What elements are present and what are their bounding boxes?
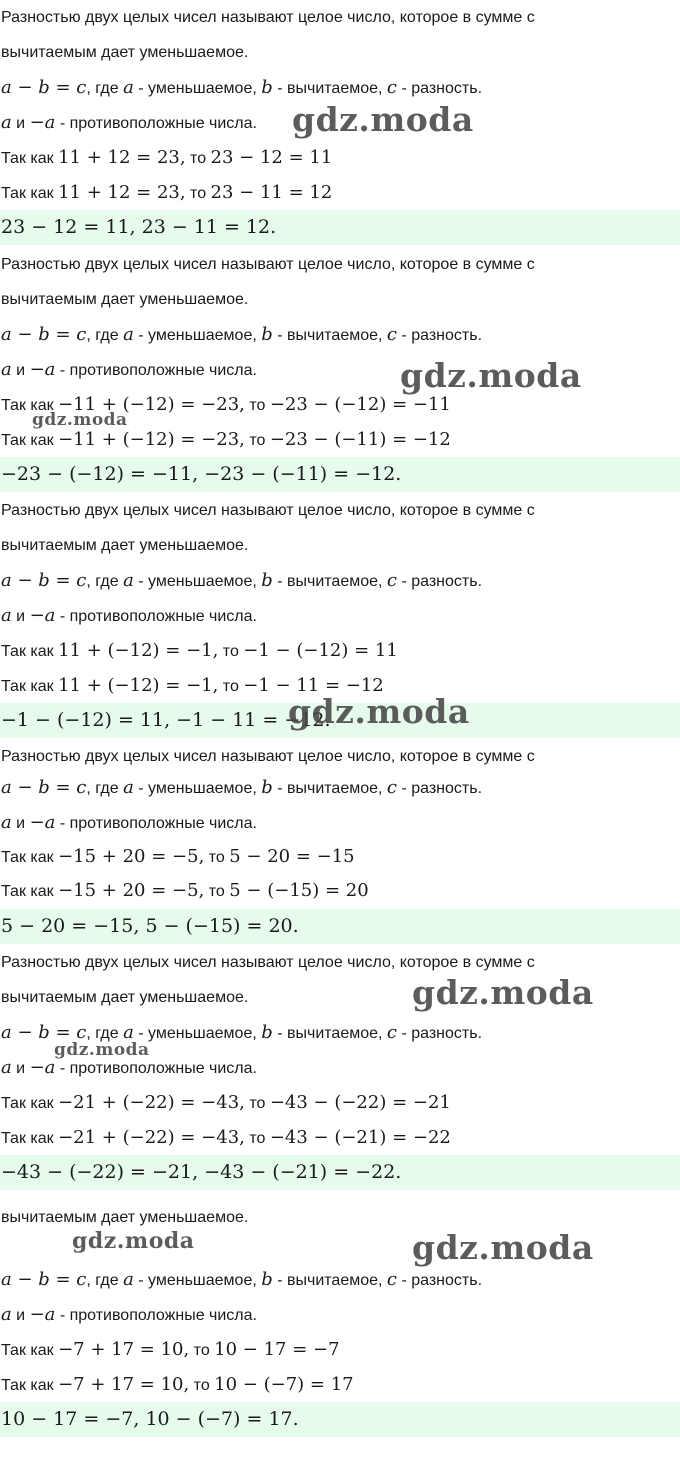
formula: a − b = c bbox=[1, 1022, 87, 1043]
answer-line: 23 − 12 = 11, 23 − 11 = 12. bbox=[0, 210, 680, 245]
rule-text-continued: вычитаемым дает уменьшаемое. bbox=[1, 291, 249, 308]
definition-line: a − b = c, где a - уменьшаемое, b - вычитаемое, c - разность. bbox=[1, 1269, 483, 1290]
reasoning-line: Так как −11 + (−12) = −23, то −23 − (−12) = −11 bbox=[1, 394, 451, 415]
opposite-numbers-line: a и −a - противоположные числа. bbox=[1, 359, 257, 380]
definition-line: a − b = c, где a - уменьшаемое, b - вычитаемое, c - разность. bbox=[1, 777, 483, 798]
reasoning-line: Так как 11 + (−12) = −1, то −1 − (−12) = 11 bbox=[1, 640, 398, 661]
definition-line: a − b = c, где a - уменьшаемое, b - вычитаемое, c - разность. bbox=[1, 77, 483, 98]
answer-line: −1 − (−12) = 11, −1 − 11 = −12. bbox=[0, 703, 680, 738]
reasoning-line: Так как −7 + 17 = 10, то 10 − 17 = −7 bbox=[1, 1339, 340, 1360]
rule-text: Разностью двух целых чисел называют целое число, которое в сумме с bbox=[1, 748, 535, 765]
reasoning-line: Так как −11 + (−12) = −23, то −23 − (−11) = −12 bbox=[1, 429, 451, 450]
opposite-numbers-line: a и −a - противоположные числа. bbox=[1, 1304, 257, 1325]
watermark: gdz.moda bbox=[32, 410, 128, 430]
formula: a − b = c bbox=[1, 570, 87, 591]
reasoning-line: Так как 11 + (−12) = −1, то −1 − 11 = −12 bbox=[1, 675, 384, 696]
watermark: gdz.moda bbox=[400, 356, 582, 395]
answer-line: −23 − (−12) = −11, −23 − (−11) = −12. bbox=[0, 457, 680, 492]
opposite-numbers-line: a и −a - противоположные числа. bbox=[1, 605, 257, 626]
formula: a − b = c bbox=[1, 1269, 87, 1290]
answer-line: −43 − (−22) = −21, −43 − (−21) = −22. bbox=[0, 1155, 680, 1190]
definition-line: a − b = c, где a - уменьшаемое, b - вычитаемое, c - разность. bbox=[1, 324, 483, 345]
rule-text: Разностью двух целых чисел называют целое число, которое в сумме с bbox=[1, 256, 535, 273]
answer-line: 10 − 17 = −7, 10 − (−7) = 17. bbox=[0, 1402, 680, 1437]
reasoning-line: Так как −15 + 20 = −5, то 5 − (−15) = 20 bbox=[1, 880, 369, 901]
rule-text: Разностью двух целых чисел называют целое число, которое в сумме с bbox=[1, 954, 535, 971]
reasoning-line: Так как −15 + 20 = −5, то 5 − 20 = −15 bbox=[1, 846, 355, 867]
watermark: gdz.moda bbox=[288, 692, 470, 731]
formula: a − b = c bbox=[1, 77, 87, 98]
watermark: gdz.moda bbox=[72, 1228, 195, 1254]
opposite-numbers-line: a и −a - противоположные числа. bbox=[1, 812, 257, 833]
rule-text-continued: вычитаемым дает уменьшаемое. bbox=[1, 537, 249, 554]
rule-text: Разностью двух целых чисел называют целое число, которое в сумме с bbox=[1, 9, 535, 26]
rule-text-continued: вычитаемым дает уменьшаемое. bbox=[1, 44, 249, 61]
rule-text: Разностью двух целых чисел называют целое число, которое в сумме с bbox=[1, 502, 535, 519]
watermark: gdz.moda bbox=[292, 100, 474, 139]
reasoning-line: Так как −21 + (−22) = −43, то −43 − (−21) = −22 bbox=[1, 1127, 451, 1148]
reasoning-line: Так как 11 + 12 = 23, то 23 − 11 = 12 bbox=[1, 182, 333, 203]
definition-line: a − b = c, где a - уменьшаемое, b - вычитаемое, c - разность. bbox=[1, 570, 483, 591]
formula: a − b = c bbox=[1, 777, 87, 798]
answer-line: 5 − 20 = −15, 5 − (−15) = 20. bbox=[0, 909, 680, 944]
rule-text-continued: вычитаемым дает уменьшаемое. bbox=[1, 1209, 249, 1226]
opposite-numbers-line: a и −a - противоположные числа. bbox=[1, 1057, 257, 1078]
rule-text-continued: вычитаемым дает уменьшаемое. bbox=[1, 989, 249, 1006]
opposite-numbers-line: a и −a - противоположные числа. bbox=[1, 112, 257, 133]
reasoning-line: Так как −21 + (−22) = −43, то −43 − (−22) = −21 bbox=[1, 1092, 451, 1113]
watermark: gdz.moda bbox=[54, 1040, 150, 1060]
watermark: gdz.moda bbox=[412, 973, 594, 1012]
reasoning-line: Так как −7 + 17 = 10, то 10 − (−7) = 17 bbox=[1, 1374, 354, 1395]
formula: a − b = c bbox=[1, 324, 87, 345]
watermark: gdz.moda bbox=[412, 1228, 594, 1267]
definition-line: a − b = c, где a - уменьшаемое, b - вычитаемое, c - разность. bbox=[1, 1022, 483, 1043]
reasoning-line: Так как 11 + 12 = 23, то 23 − 12 = 11 bbox=[1, 147, 333, 168]
